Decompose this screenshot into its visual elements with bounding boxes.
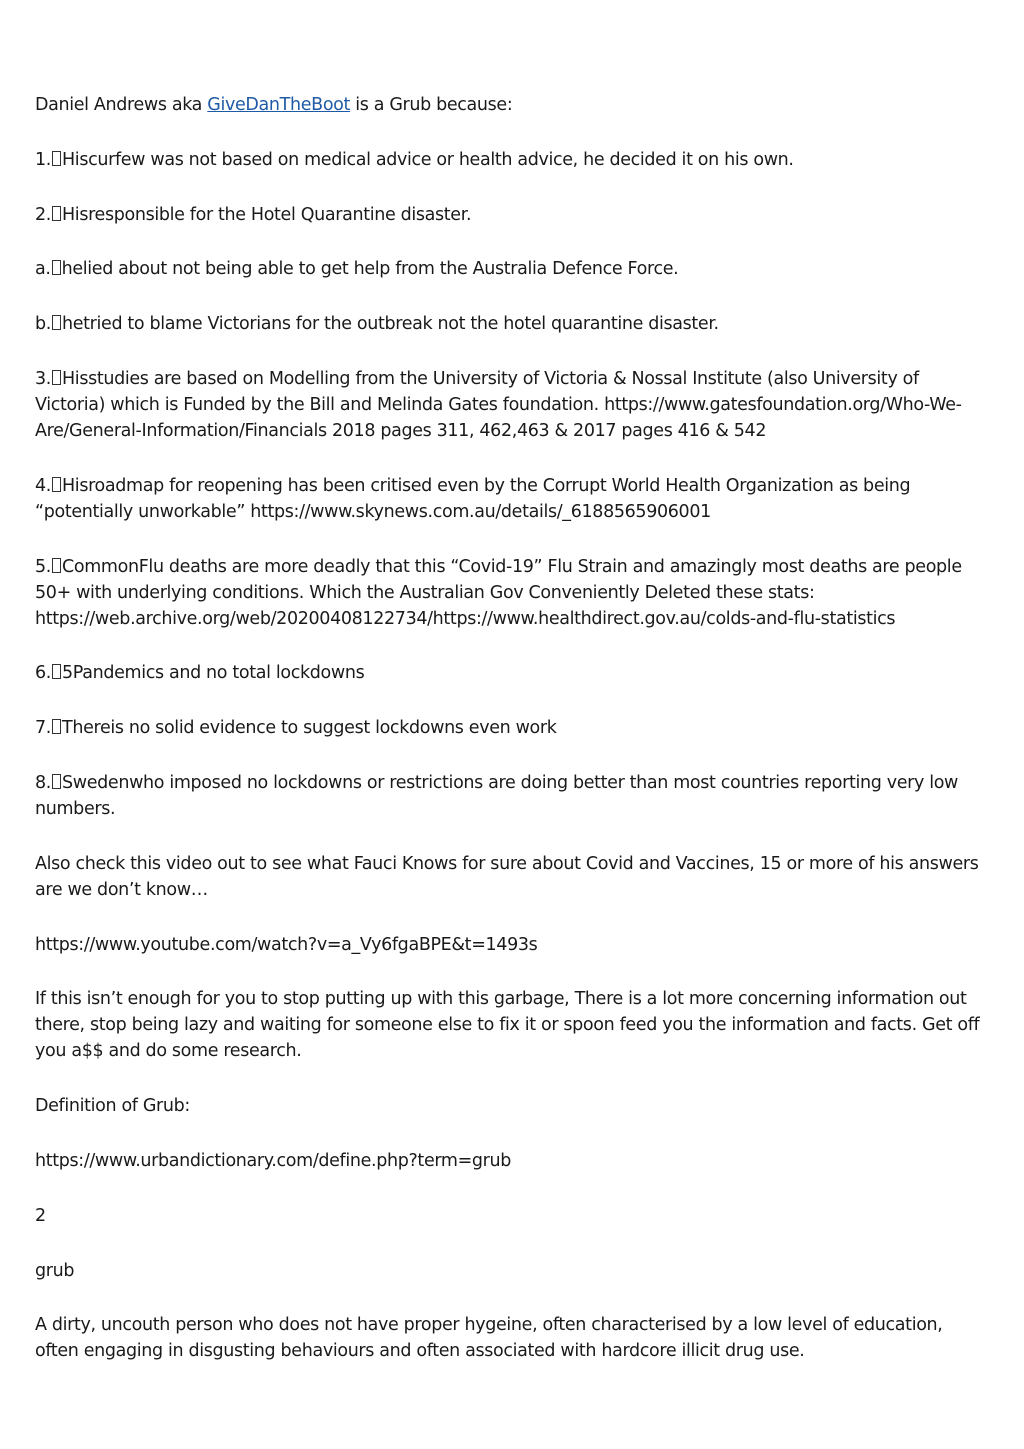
fauci-paragraph: Also check this video out to see what Fauci Knows for sure about Covid and Vaccines, 15 or more of his answers are we don’t know… xyxy=(35,853,979,900)
missing-glyph-icon xyxy=(52,664,61,679)
missing-glyph-icon xyxy=(52,719,61,734)
list-text: roadmap for reopening has been critised even by the Corrupt World Health Organization as being “potentially unworkable” https://www.skynews.com.au/details/_6188565906001 xyxy=(35,475,911,522)
list-item-a xyxy=(35,256,990,282)
definition-rank: 2 xyxy=(35,1205,46,1226)
list-text: Pandemics and no total lockdowns xyxy=(72,663,365,684)
list-item-2 xyxy=(35,202,990,228)
missing-glyph-icon xyxy=(52,315,61,330)
garbage-paragraph: If this isn’t enough for you to stop putting up with this garbage, There is a lot more concerning information out there, stop being lazy and waiting for someone else to fix it or spoon feed you the information and facts. Get off you a$$ and do some research. xyxy=(35,989,980,1062)
definition-word: grub xyxy=(35,1260,75,1281)
missing-glyph-icon xyxy=(52,370,61,385)
list-text: is no solid evidence to suggest lockdowns even work xyxy=(110,718,557,739)
document-page xyxy=(35,92,990,1393)
list-text: curfew was not based on medical advice or health advice, he decided it on his own. xyxy=(88,149,794,170)
list-marker: 4. xyxy=(35,475,51,496)
givedantheboot-link[interactable]: GiveDanTheBoot xyxy=(207,95,351,115)
list-item-3 xyxy=(35,366,990,444)
list-marker: 1. xyxy=(35,149,51,170)
definition-heading: Definition of Grub: xyxy=(35,1096,190,1117)
list-item-5 xyxy=(35,554,990,632)
list-lead: 5 xyxy=(62,663,73,684)
youtube-url: https://www.youtube.com/watch?v=a_Vy6fgaBPE&t=1493s xyxy=(35,934,538,955)
intro-text-after: is a Grub because: xyxy=(350,95,513,115)
list-lead: he xyxy=(61,314,84,335)
list-item-4 xyxy=(35,473,990,525)
list-text: who imposed no lockdowns or restrictions are doing better than most countries reporting very low numbers. xyxy=(35,772,959,819)
list-text: lied about not being able to get help from the Australia Defence Force. xyxy=(82,259,679,280)
missing-glyph-icon xyxy=(52,206,61,221)
list-text: Flu deaths are more deadly that this “Covid-19” Flu Strain and amazingly most deaths are people 50+ with underlying conditions. Which the Australian Gov Conveniently Deleted these stats: https://web.archive.org/web/20200408122734/https://www.healthdirect.gov.au/colds-and-flu-statistics xyxy=(35,556,962,629)
list-marker: 2. xyxy=(35,204,51,225)
list-text: tried to blame Victorians for the outbreak not the hotel quarantine disaster. xyxy=(83,314,719,335)
urban-dictionary-url: https://www.urbandictionary.com/define.php?term=grub xyxy=(35,1150,512,1171)
list-marker: a. xyxy=(35,259,51,280)
list-item-7 xyxy=(35,715,990,741)
list-lead: His xyxy=(62,204,89,225)
intro-paragraph xyxy=(35,92,990,118)
list-lead: His xyxy=(62,475,89,496)
list-lead: There xyxy=(62,718,111,739)
list-text: responsible for the Hotel Quarantine disaster. xyxy=(88,204,472,225)
definition-text: A dirty, uncouth person who does not have proper hygeine, often characterised by a low level of education, often engaging in disgusting behaviours and often associated with hardcore illicit drug use. xyxy=(35,1315,943,1362)
missing-glyph-icon xyxy=(52,151,61,166)
list-marker: 3. xyxy=(35,368,51,389)
list-marker: 6. xyxy=(35,663,51,684)
list-lead: His xyxy=(62,368,89,389)
list-item-6 xyxy=(35,660,990,686)
list-lead: Sweden xyxy=(62,772,130,793)
list-marker: 7. xyxy=(35,718,51,739)
list-lead: he xyxy=(61,259,83,280)
list-lead: Common xyxy=(62,556,139,577)
list-item-8 xyxy=(35,770,990,822)
list-text: studies are based on Modelling from the University of Victoria & Nossal Institute (also University of Victoria) which is Funded by the Bill and Melinda Gates foundation. https://www.gatesfoundation.org/Who-We-Are/General-Information/Financials 2018 pages 311, 462,463 & 2017 pages 416 & 542 xyxy=(35,368,962,441)
missing-glyph-icon xyxy=(52,774,61,789)
missing-glyph-icon xyxy=(52,260,61,275)
missing-glyph-icon xyxy=(52,558,61,573)
list-marker: 8. xyxy=(35,772,51,793)
missing-glyph-icon xyxy=(52,477,61,492)
list-lead: His xyxy=(62,149,89,170)
list-marker: b. xyxy=(35,314,51,335)
list-item-b xyxy=(35,311,990,337)
list-marker: 5. xyxy=(35,556,51,577)
list-item-1 xyxy=(35,147,990,173)
intro-text-before: Daniel Andrews aka xyxy=(35,95,208,115)
